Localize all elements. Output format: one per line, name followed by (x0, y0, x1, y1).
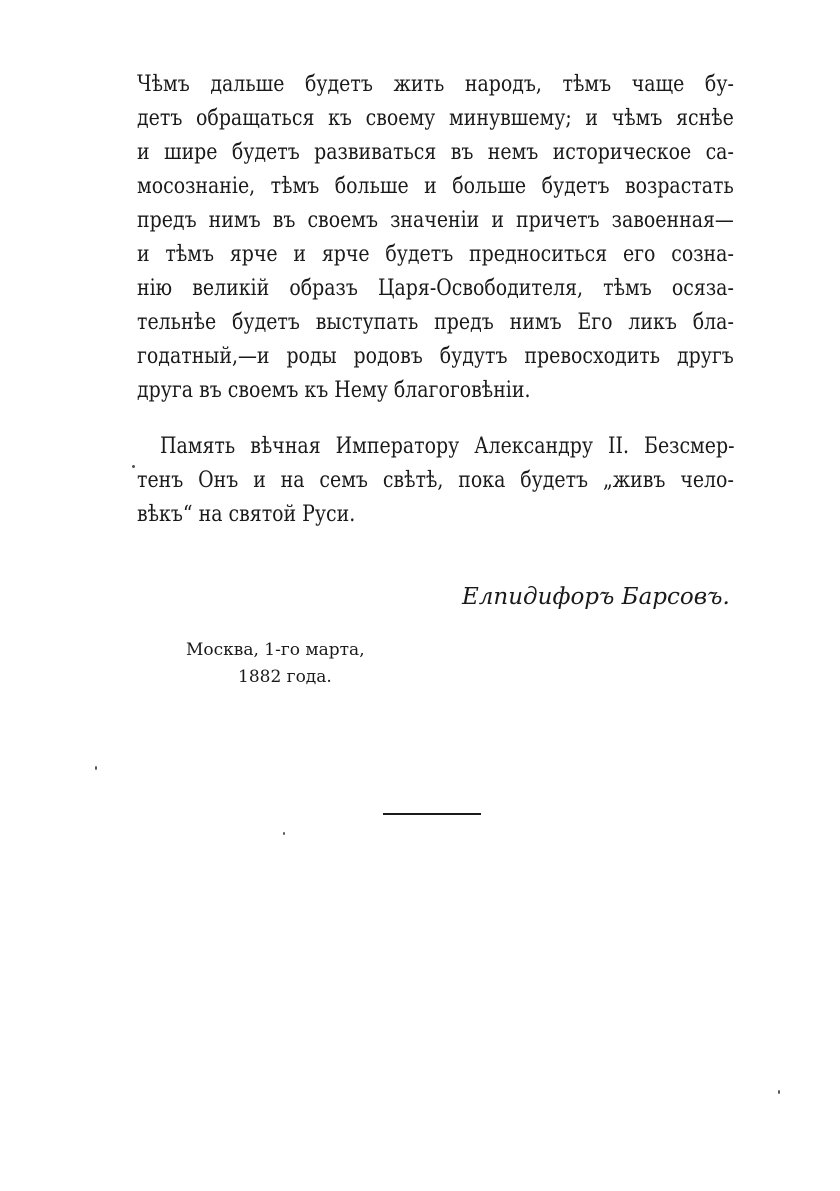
print-speck (132, 465, 135, 468)
print-speck (778, 1090, 780, 1094)
paragraph-1-line-5: предъ нимъ въ своемъ значеніи и причетъ завоенная— (137, 208, 734, 233)
paragraph-1-line-6: и тѣмъ ярче и ярче будетъ предноситься его созна- (137, 242, 734, 267)
place-line: Москва, 1-го марта, (186, 640, 365, 660)
print-speck (95, 766, 97, 770)
author-signature: Елпидифоръ Барсовъ. (462, 584, 730, 610)
paragraph-1-line-4: мосознаніе, тѣмъ больше и больше будетъ возрастать (137, 174, 734, 199)
paragraph-2-line-2: тенъ Онъ и на семъ свѣтѣ, пока будетъ „живъ чело- (137, 468, 734, 493)
paragraph-1-line-2: детъ обращаться къ своему минувшему; и чѣмъ яснѣе (137, 106, 734, 131)
paragraph-1-line-8: тельнѣе будетъ выступать предъ нимъ Его ликъ бла- (137, 310, 734, 335)
date-line: 1882 года. (238, 667, 332, 687)
print-speck (283, 832, 285, 835)
paragraph-1-line-3: и шире будетъ развиваться въ немъ историческое са- (137, 140, 734, 165)
paragraph-1-line-7: нію великій образъ Царя-Освободителя, тѣмъ осяза- (137, 276, 734, 301)
paragraph-1-line-1: Чѣмъ дальше будетъ жить народъ, тѣмъ чаще бу- (137, 72, 734, 97)
paragraph-1-line-10: друга въ своемъ къ Нему благоговѣніи. (137, 378, 531, 403)
paragraph-1-line-9: годатный,—и роды родовъ будутъ превосходить другъ (137, 344, 734, 369)
closing-rule (383, 813, 481, 815)
paragraph-2-line-3: вѣкъ“ на святой Руси. (137, 502, 356, 527)
paragraph-2-line-1: Память вѣчная Императору Александру II. Безсмер- (160, 434, 735, 459)
